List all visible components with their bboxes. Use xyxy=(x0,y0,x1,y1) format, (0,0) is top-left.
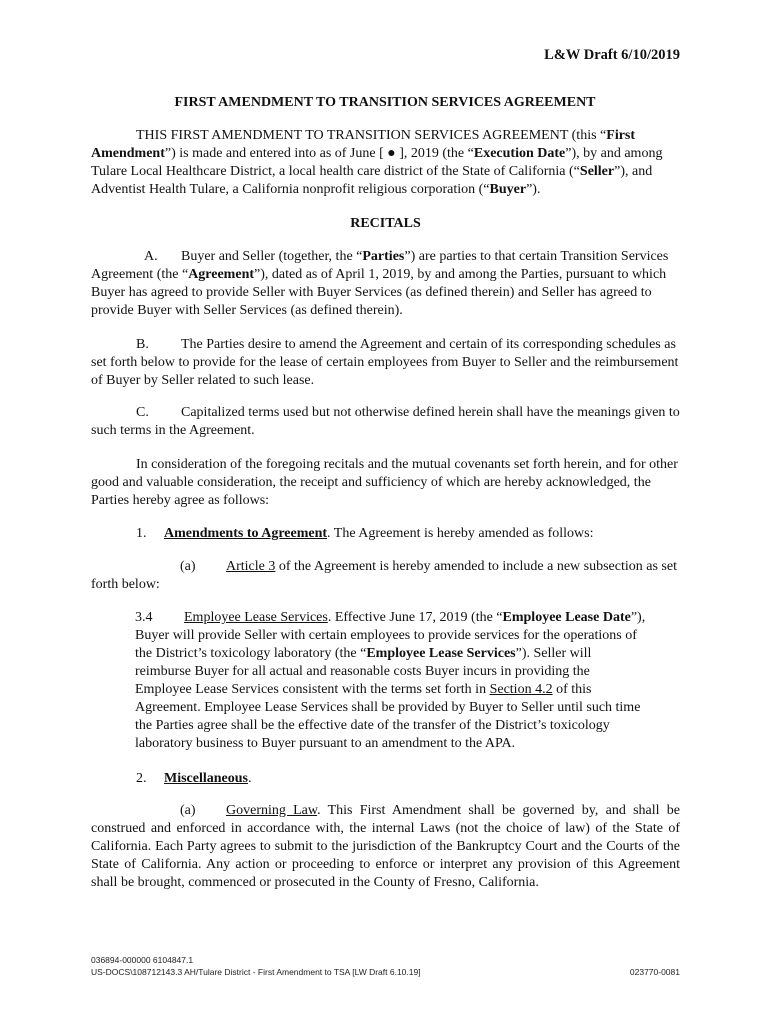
article-3-reference: Article 3 xyxy=(226,559,276,574)
section-3-4-number: 3.4 xyxy=(135,610,153,625)
section-2: 2. Miscellaneous. xyxy=(136,771,252,786)
recital-text: The Parties desire to amend the Agreement and certain of its corresponding schedules as set forth below to provide for the lease of certain employees from Buyer to Seller and the reimbursement of Buyer by Seller related to such lease. xyxy=(91,337,679,388)
defined-term-agreement: Agreement xyxy=(188,267,255,282)
recital-a xyxy=(91,248,680,320)
section-2a xyxy=(91,802,680,892)
defined-term-execution-date: Execution Date xyxy=(473,146,566,161)
recital-text: ”) are parties to that certain Transition Services Agreement (the “ xyxy=(91,249,669,282)
section-3-4-text: . Effective June 17, 2019 (the “ xyxy=(327,610,503,625)
defined-term-employee-lease-services: Employee Lease Services xyxy=(366,646,516,661)
recital-b-label: B. xyxy=(136,337,149,352)
section-1-number: 1. xyxy=(136,526,147,541)
section-2a-text: . This First Amendment shall be governed by, and shall be construed and enforced in accordance with, the internal Laws (not the choice of law) of the State of California. Each Party agrees to submit to the jurisdiction of the Bankruptcy Court and the Courts of the State of California. Any action or proceeding to enforce or interpret any provision of this Agreement shall be brought, commenced or prosecuted in the County of Fresno, California. xyxy=(91,803,681,890)
defined-term-first-amendment: First Amendment xyxy=(91,128,636,161)
footer-doc-id: 036894-000000 6104847.1 xyxy=(91,955,194,965)
recital-c-label: C. xyxy=(136,405,149,420)
section-4-2-reference: Section 4.2 xyxy=(489,682,553,697)
recitals-heading: RECITALS xyxy=(350,216,421,231)
intro-text: THIS FIRST AMENDMENT TO TRANSITION SERVICES AGREEMENT (this “ xyxy=(136,128,607,143)
section-1a-text: of the Agreement is hereby amended to include a new subsection as set forth below: xyxy=(91,559,677,592)
governing-law-heading: Governing Law xyxy=(226,803,318,818)
document-title: FIRST AMENDMENT TO TRANSITION SERVICES AGREEMENT xyxy=(174,95,596,110)
intro-text: ”) is made and entered into as of June [ ● ], 2019 (the “ xyxy=(164,146,474,161)
recital-c xyxy=(91,404,680,440)
section-1 xyxy=(91,525,680,543)
section-2a-label: (a) xyxy=(180,803,196,818)
draft-label: L&W Draft 6/10/2019 xyxy=(544,47,680,63)
defined-term-seller: Seller xyxy=(579,164,615,179)
defined-term-buyer: Buyer xyxy=(489,182,527,197)
consideration-paragraph: In consideration of the foregoing recitals and the mutual covenants set forth herein, and for other good and valuable consideration, the receipt and sufficiency of which are hereby acknowledged, the Parties hereby agree as follows: xyxy=(91,457,678,508)
section-3-4-text: ”). Seller will reimburse Buyer for all actual and reasonable costs Buyer incurs in providing the Employee Lease Services consistent with the terms set forth in xyxy=(135,646,592,697)
defined-term-parties: Parties xyxy=(362,249,405,264)
recital-text: Capitalized terms used but not otherwise defined herein shall have the meanings given to such terms in the Agreement. xyxy=(91,405,680,438)
section-3-4-text: of this Agreement. Employee Lease Services shall be provided by Buyer to Seller until such time the Parties agree shall be the effective date of the transfer of the District’s toxicology laboratory business to Buyer pursuant to an amendment to the APA. xyxy=(135,682,641,751)
section-3-4-quote xyxy=(135,609,650,753)
section-2-number: 2. xyxy=(136,771,147,786)
recital-b xyxy=(91,336,680,390)
intro-text: ”). xyxy=(526,182,541,197)
section-1a xyxy=(91,558,680,594)
footer-doc-path: US-DOCS\108712143.3 AH/Tulare District - First Amendment to TSA [LW Draft 6.10.19] xyxy=(91,967,421,977)
section-3-4-heading: Employee Lease Services xyxy=(184,610,328,625)
recital-a-label: A. xyxy=(144,249,158,264)
recital-text: ”), dated as of April 1, 2019, by and among the Parties, pursuant to which Buyer has agreed to provide Seller with Buyer Services (as defined therein) and Seller has agreed to provide Buyer with Seller Services (as defined therein). xyxy=(91,267,667,318)
intro-text: ”), and Adventist Health Tulare, a California nonprofit religious corporation (“ xyxy=(91,164,653,197)
recital-text: Buyer and Seller (together, the “ xyxy=(181,249,363,264)
section-1-text: . The Agreement is hereby amended as follows: xyxy=(327,526,594,541)
footer-matter-number: 023770-0081 xyxy=(629,967,680,977)
section-1-heading: Amendments to Agreement xyxy=(164,526,328,541)
section-1a-label: (a) xyxy=(180,559,196,574)
section-2-heading: Miscellaneous xyxy=(164,771,248,786)
defined-term-employee-lease-date: Employee Lease Date xyxy=(502,610,631,625)
section-3-4-text: ”), Buyer will provide Seller with certain employees to provide services for the operations of the District’s toxicology laboratory (the “ xyxy=(135,610,646,661)
intro-paragraph xyxy=(91,127,680,199)
intro-text: ”), by and among Tulare Local Healthcare District, a local health care district of the State of California (“ xyxy=(91,146,663,179)
